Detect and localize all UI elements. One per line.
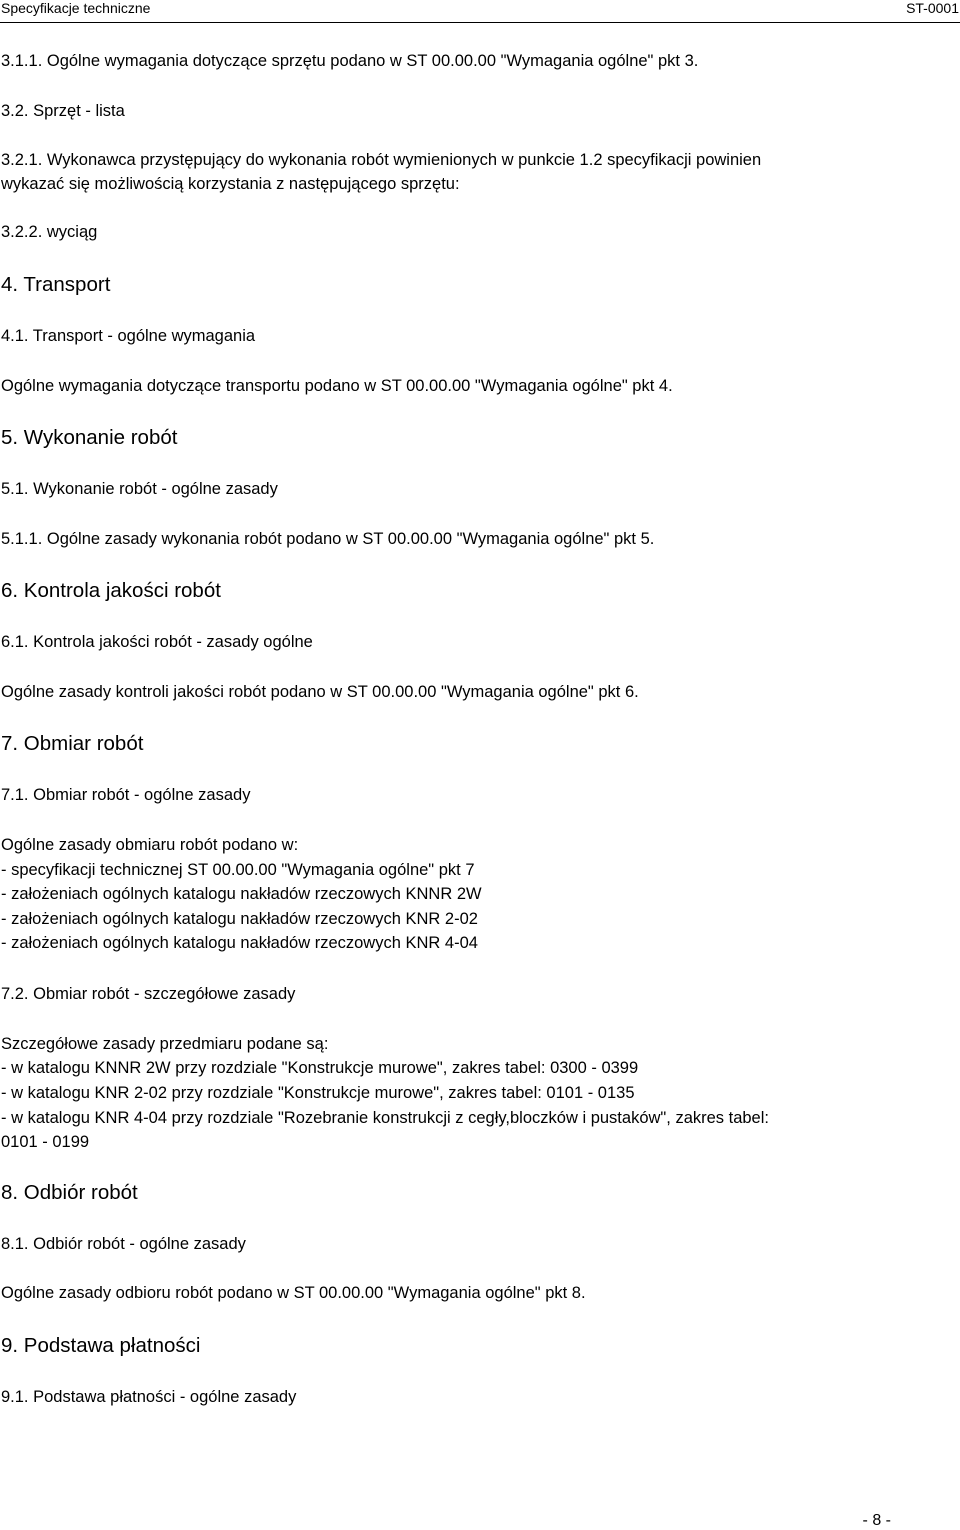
paragraph-8-1: Ogólne zasady odbioru robót podano w ST 00.00.00 "Wymagania ogólne" pkt 8. [1,1284,586,1302]
chapter-heading-5: 5. Wykonanie robót [1,426,178,449]
section-heading-5-1: 5.1. Wykonanie robót - ogólne zasady [1,480,278,498]
paragraph-3-2-2: 3.2.2. wyciąg [1,223,98,241]
section-heading-7-1: 7.1. Obmiar robót - ogólne zasady [1,786,251,804]
section-heading-3-2: 3.2. Sprzęt - lista [1,102,125,120]
paragraph-5-1-1: 5.1.1. Ogólne zasady wykonania robót podano w ST 00.00.00 "Wymagania ogólne" pkt 5. [1,530,655,548]
chapter-heading-6: 6. Kontrola jakości robót [1,579,221,602]
chapter-heading-8: 8. Odbiór robót [1,1181,138,1204]
list-item: - założeniach ogólnych katalogu nakładów rzeczowych KNNR 2W [1,885,482,903]
paragraph-3-2-1-line-1: 3.2.1. Wykonawca przystępujący do wykonania robót wymienionych w punkcie 1.2 specyfikacji powinien [1,151,762,169]
chapter-heading-7: 7. Obmiar robót [1,732,144,755]
chapter-heading-4: 4. Transport [1,273,111,296]
list-item: - w katalogu KNR 2-02 przy rozdziale "Konstrukcje murowe", zakres tabel: 0101 - 0135 [1,1084,635,1102]
section-heading-6-1: 6.1. Kontrola jakości robót - zasady ogólne [1,633,313,651]
paragraph-7-1-intro: Ogólne zasady obmiaru robót podano w: [1,836,299,854]
document-title: Specyfikacje techniczne [1,0,151,16]
paragraph-3-2-1-line-2: wykazać się możliwością korzystania z następującego sprzętu: [1,175,460,193]
section-heading-8-1: 8.1. Odbiór robót - ogólne zasady [1,1235,246,1253]
list-item-continuation: 0101 - 0199 [1,1133,90,1151]
chapter-heading-9: 9. Podstawa płatności [1,1334,201,1357]
document-code: ST-0001 [906,0,959,16]
page-number: - 8 - [862,1512,891,1529]
page-header [0,0,960,23]
list-item: - założeniach ogólnych katalogu nakładów rzeczowych KNR 4-04 [1,934,478,952]
paragraph-7-2-intro: Szczegółowe zasady przedmiaru podane są: [1,1035,329,1053]
paragraph-6-1: Ogólne zasady kontroli jakości robót podano w ST 00.00.00 "Wymagania ogólne" pkt 6. [1,683,639,701]
list-item: - specyfikacji technicznej ST 00.00.00 "Wymagania ogólne" pkt 7 [1,861,475,879]
paragraph-3-1-1: 3.1.1. Ogólne wymagania dotyczące sprzętu podano w ST 00.00.00 "Wymagania ogólne" pkt 3. [1,52,699,70]
section-heading-7-2: 7.2. Obmiar robót - szczegółowe zasady [1,985,296,1003]
paragraph-4-1: Ogólne wymagania dotyczące transportu podano w ST 00.00.00 "Wymagania ogólne" pkt 4. [1,377,673,395]
section-heading-4-1: 4.1. Transport - ogólne wymagania [1,327,256,345]
section-heading-9-1: 9.1. Podstawa płatności - ogólne zasady [1,1388,297,1406]
list-item: - w katalogu KNNR 2W przy rozdziale "Konstrukcje murowe", zakres tabel: 0300 - 0399 [1,1059,639,1077]
list-item: - w katalogu KNR 4-04 przy rozdziale "Rozebranie konstrukcji z cegły,bloczków i pustaków", zakres tabel: [1,1109,769,1127]
list-item: - założeniach ogólnych katalogu nakładów rzeczowych KNR 2-02 [1,910,478,928]
